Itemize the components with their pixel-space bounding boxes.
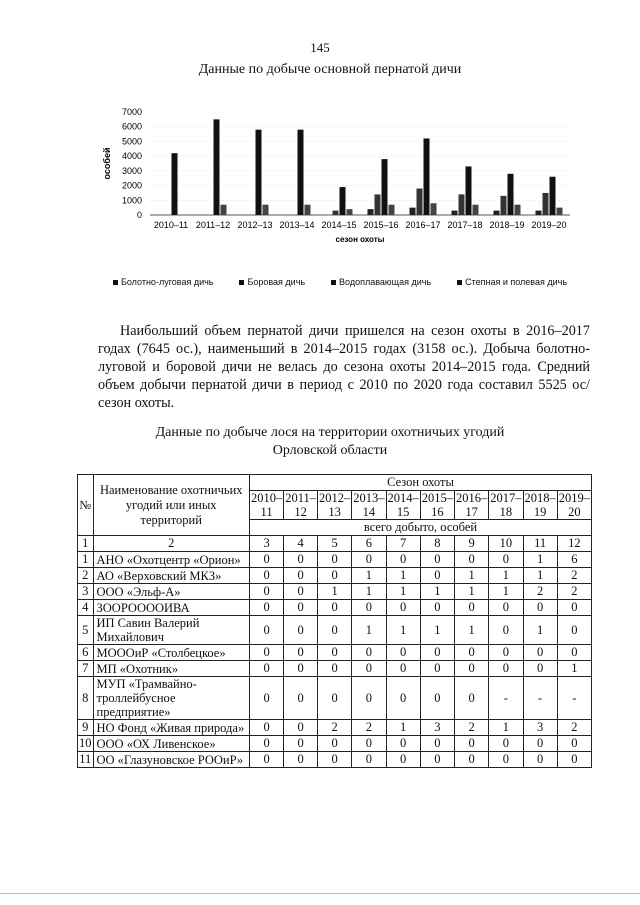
bar-4 [515,205,521,215]
row-value: 0 [284,600,318,616]
table-row [78,677,592,720]
row-value: 0 [352,552,386,568]
row-value: 1 [523,552,557,568]
row-value: - [557,677,591,720]
x-tick-label: 2010–11 [153,220,189,230]
season-year-end: 20 [568,505,581,519]
row-value: 0 [284,752,318,768]
season-year-start: 2017– [490,491,522,505]
x-tick-label: 2011–12 [195,220,231,230]
row-value: 0 [489,752,523,768]
row-value: 0 [318,552,352,568]
column-number: 11 [523,536,557,552]
row-value: 0 [249,677,283,720]
row-value: 1 [352,584,386,600]
y-tick-label: 7000 [121,107,142,117]
row-value: 0 [557,645,591,661]
y-tick-label: 0 [136,210,142,220]
row-name: ОО «Глазуновское РООиР» [93,752,249,768]
x-tick-label: 2012–13 [237,220,273,230]
row-value: - [523,677,557,720]
row-name: ЗООРООООИВА [93,600,249,616]
table-row [78,720,592,736]
page-number: 145 [310,40,330,55]
season-year-end: 19 [533,505,547,519]
row-value: 1 [489,568,523,584]
column-number: 3 [249,536,283,552]
season-header [523,491,557,520]
bar-2 [543,193,549,215]
season-year-end: 13 [328,505,341,519]
row-value: 0 [249,736,283,752]
row-value: 0 [386,552,420,568]
table-row [78,552,592,568]
row-value: 0 [489,736,523,752]
row-value: 0 [523,736,557,752]
row-value: 1 [523,568,557,584]
row-value: 0 [455,645,489,661]
row-value: - [489,677,523,720]
row-value: 1 [420,616,454,645]
row-value: 0 [284,552,318,568]
row-number: 2 [78,568,94,584]
row-value: 0 [557,752,591,768]
row-value: 0 [386,736,420,752]
legend-label: Водоплавающая дичь [339,277,432,287]
row-name: ИП Савин Валерий Михайлович [93,616,249,645]
season-year-start: 2019– [558,491,590,505]
bird-harvest-chart [100,100,580,270]
bar-3 [466,166,472,215]
col-header-name: Наименование охотничьих угодий или иных территорий [93,475,249,536]
legend-item [239,277,305,287]
legend-item [457,277,567,287]
row-name: МП «Охотник» [93,661,249,677]
row-value: 0 [557,600,591,616]
season-year-start: 2018– [524,491,556,505]
row-value: 0 [284,661,318,677]
row-number: 8 [78,677,94,720]
season-header [489,491,523,520]
row-value: 0 [420,677,454,720]
row-value: 0 [420,661,454,677]
row-value: 0 [420,568,454,584]
row-value: 0 [489,552,523,568]
bar-3 [298,130,304,215]
table-title-line1: Данные по добыче лося на территории охотничьих угодий [155,425,505,440]
bar-3 [172,153,178,215]
row-name: ООО «Эльф-А» [93,584,249,600]
column-number: 9 [455,536,489,552]
row-value: 6 [557,552,591,568]
row-number: 6 [78,645,94,661]
bar-1 [410,208,416,215]
x-tick-label: 2013–14 [279,220,315,230]
season-year-start: 2016– [456,491,488,505]
legend-swatch [239,280,244,285]
row-value: 1 [386,584,420,600]
bar-3 [550,177,556,215]
row-value: 0 [455,677,489,720]
row-value: 1 [352,616,386,645]
row-value: 0 [284,736,318,752]
bar-3 [382,159,388,215]
summary-paragraph: Наибольший объем пернатой дичи пришелся на сезон охоты в 2016–2017 годах (7645 ос.), наименьший в 2014–2015 годах (3158 ос.). Добыча болотно-луговой и боровой дичи не велась до сезона охоты 2014–2015 года. Средний объем добычи пернатой дичи в период с 2010 по 2020 года составил 5525 ос/сезон охоты. [98,323,590,411]
row-value: 0 [284,645,318,661]
season-year-end: 17 [465,505,478,519]
bar-1 [536,211,542,215]
row-value: 0 [249,720,283,736]
bar-4 [347,209,353,215]
page-bottom-divider [0,893,640,894]
row-value: 0 [284,616,318,645]
row-value: 0 [284,677,318,720]
bar-3 [508,174,514,215]
row-number: 10 [79,736,92,750]
season-header [249,491,283,520]
row-value: 0 [455,552,489,568]
row-value: 0 [249,584,283,600]
season-year-start: 2010– [250,491,283,505]
row-value: 0 [523,752,557,768]
x-tick-label: 2014–15 [321,220,357,230]
row-value: 0 [318,677,352,720]
bar-4 [305,205,311,215]
bar-4 [221,205,227,215]
row-name: НО Фонд «Живая природа» [93,720,249,736]
table-title-line2: Орловской области [272,443,388,458]
row-value: 0 [420,752,454,768]
bar-4 [431,203,437,215]
column-number: 10 [489,536,523,552]
row-value: 0 [352,736,386,752]
row-value: 0 [420,552,454,568]
y-tick-label: 4000 [121,151,142,162]
x-tick-label: 2018–19 [489,220,525,230]
row-value: 0 [284,568,318,584]
row-value: 1 [489,584,523,600]
row-number: 1 [78,552,94,568]
row-name: ООО «ОХ Ливенское» [93,736,249,752]
row-value: 0 [386,661,420,677]
row-value: 2 [557,568,591,584]
row-value: 0 [523,661,557,677]
row-number: 4 [78,600,94,616]
row-value: 0 [249,645,283,661]
legend-label: Степная и полевая дичь [465,277,568,287]
row-value: 1 [318,584,352,600]
table-row [78,752,592,768]
row-value: 0 [386,677,420,720]
row-value: 0 [318,752,352,768]
row-number: 9 [78,720,94,736]
season-header [352,491,386,520]
season-header [557,491,591,520]
bar-1 [494,211,500,215]
row-value: 0 [455,752,489,768]
season-year-start: 2012– [319,491,351,505]
row-value: 0 [352,677,386,720]
row-value: 0 [249,616,283,645]
row-value: 0 [352,661,386,677]
subheader-total: всего добыто, особей [249,520,591,536]
column-number: 2 [93,536,249,552]
season-year-end: 11 [260,505,273,519]
season-header [386,491,420,520]
table-row [78,600,592,616]
season-year-end: 15 [396,505,410,519]
legend-item [113,277,214,287]
row-value: 0 [352,600,386,616]
row-value: 1 [386,616,420,645]
season-year-start: 2013– [353,491,385,505]
table-row [78,736,592,752]
row-value: 3 [420,720,454,736]
bar-2 [333,211,339,215]
chart-title: Данные по добыче основной пернатой дичи [198,62,462,77]
season-year-start: 2014– [387,491,419,505]
row-value: 0 [284,584,318,600]
bar-3 [256,130,262,215]
row-name: АО «Верховский МКЗ» [93,568,249,584]
row-value: 1 [420,584,454,600]
row-value: 2 [318,720,352,736]
x-tick-label: 2017–18 [447,220,483,230]
row-value: 0 [420,736,454,752]
row-value: 0 [455,600,489,616]
x-tick-label: 2016–17 [405,220,441,230]
x-tick-label: 2019–20 [531,220,567,230]
table-row [78,645,592,661]
legend-label: Болотно-луговая дичь [120,277,214,287]
row-value: 3 [523,720,557,736]
table-row [78,568,592,584]
season-year-start: 2015– [421,491,453,505]
row-value: 0 [318,568,352,584]
column-number: 8 [420,536,454,552]
row-number: 3 [78,584,94,600]
y-tick-label: 6000 [121,121,142,132]
legend-item [331,277,431,287]
row-value: 0 [318,645,352,661]
bar-4 [473,205,479,215]
row-value: 0 [420,600,454,616]
season-year-end: 18 [499,505,513,519]
row-value: 0 [557,736,591,752]
column-number: 1 [78,536,94,552]
row-value: 0 [489,645,523,661]
row-value: 2 [455,720,489,736]
row-number: 7 [78,661,94,677]
table-title [70,424,590,460]
legend-swatch [457,280,462,285]
bar-1 [452,211,458,215]
row-value: 0 [318,661,352,677]
row-name: АНО «Охотцентр «Орион» [93,552,249,568]
season-header [420,491,454,520]
season-year-end: 16 [431,505,444,519]
row-value: 0 [318,616,352,645]
season-year-start: 2011– [285,491,316,505]
column-number: 12 [557,536,591,552]
row-number: 5 [78,616,94,645]
season-header [284,491,318,520]
column-number: 7 [386,536,420,552]
y-tick-label: 3000 [121,165,142,176]
column-number: 6 [352,536,386,552]
bar-4 [263,205,269,215]
row-value: 1 [352,568,386,584]
row-value: 0 [249,661,283,677]
bar-2 [417,189,423,215]
bar-2 [375,194,381,215]
season-header [318,491,352,520]
row-value: 0 [386,752,420,768]
table-row [78,616,592,645]
bar-3 [214,119,220,215]
row-value: 0 [249,552,283,568]
y-tick-label: 1000 [121,195,142,206]
row-value: 0 [523,600,557,616]
bar-1 [368,209,374,215]
row-value: 0 [455,736,489,752]
column-number: 4 [284,536,318,552]
row-value: 0 [523,645,557,661]
row-value: 1 [455,584,489,600]
bar-2 [459,194,465,215]
legend-swatch [113,280,118,285]
row-value: 0 [557,616,591,645]
bar-3 [340,187,346,215]
col-header-no: № [78,475,94,536]
y-axis-label: особей [102,147,112,180]
x-axis-label: сезон охоты [335,235,385,244]
legend-swatch [331,280,336,285]
row-value: 0 [489,600,523,616]
row-value: 1 [489,720,523,736]
row-value: 2 [557,584,591,600]
row-value: 2 [523,584,557,600]
row-number: 11 [79,752,92,766]
row-value: 0 [249,568,283,584]
bar-3 [424,138,430,215]
y-tick-label: 5000 [121,136,142,147]
season-year-end: 12 [294,505,307,519]
moose-harvest-table [77,474,592,768]
table-row [78,661,592,677]
bar-4 [557,208,563,215]
row-value: 0 [386,645,420,661]
row-value: 0 [352,645,386,661]
row-value: 0 [420,645,454,661]
row-value: 0 [249,752,283,768]
row-value: 0 [489,661,523,677]
y-tick-label: 2000 [121,180,142,191]
row-value: 1 [455,568,489,584]
row-name: МОООиР «Столбецкое» [93,645,249,661]
legend-label: Боровая дичь [247,277,306,287]
row-value: 0 [284,720,318,736]
row-value: 1 [386,568,420,584]
x-tick-label: 2015–16 [363,220,399,230]
row-value: 0 [489,616,523,645]
chart-legend [100,277,580,287]
season-year-end: 14 [362,505,376,519]
bar-4 [389,205,395,215]
row-value: 1 [386,720,420,736]
row-value: 1 [557,661,591,677]
row-value: 0 [318,600,352,616]
row-value: 0 [386,600,420,616]
col-header-season: Сезон охоты [249,475,591,491]
row-value: 1 [455,616,489,645]
row-value: 0 [249,600,283,616]
bar-2 [501,196,507,215]
season-header [455,491,489,520]
column-number: 5 [318,536,352,552]
row-value: 0 [352,752,386,768]
row-value: 2 [352,720,386,736]
row-value: 1 [523,616,557,645]
row-value: 2 [557,720,591,736]
row-value: 0 [455,661,489,677]
table-row [78,584,592,600]
row-name: МУП «Трамвайно-троллейбусное предприятие» [93,677,249,720]
row-value: 0 [318,736,352,752]
